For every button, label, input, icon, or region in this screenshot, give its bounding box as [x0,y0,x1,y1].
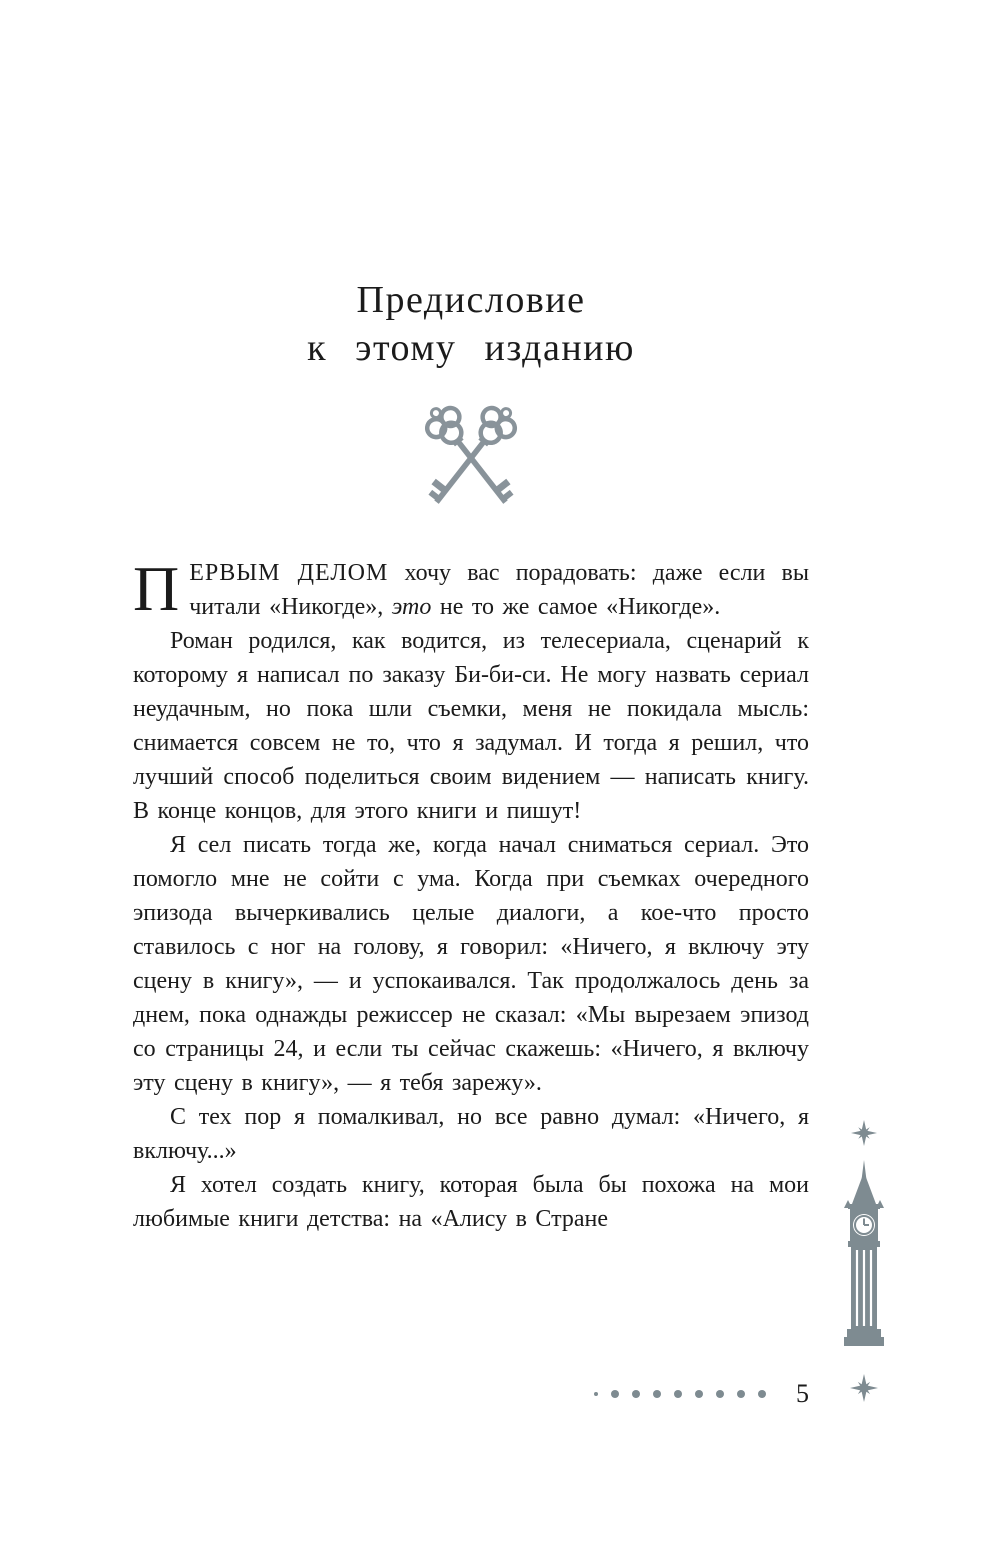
dot [611,1390,619,1398]
text-run: С тех пор я помалкивал, но все равно думал: «Ничего, я включу...» [133,1104,809,1164]
body-text [133,553,810,1236]
crossed-keys-icon [133,395,809,521]
dot [716,1390,724,1398]
margin-decoration [826,1118,902,1404]
dot [594,1392,598,1396]
big-ben-icon [833,1160,895,1356]
dot [737,1390,745,1398]
paragraph [133,553,810,624]
text-run: хочу вас порадовать: даже если вы читали «Никогде», [189,560,810,620]
page-number: 5 [796,1379,809,1408]
paragraph [133,1100,809,1168]
sparkle-star-icon [849,1118,879,1148]
drop-cap: П [133,553,180,624]
dots-divider [594,1390,766,1398]
chapter-title-line2: к этому изданию [307,327,635,369]
dot [695,1390,703,1398]
paragraph [133,624,809,828]
dot [632,1390,640,1398]
dot [674,1390,682,1398]
text-run: это [391,594,432,620]
chapter-title-line1: Предисловие [356,279,586,321]
text-run: Роман родился, как водится, из телесериала, сценарий к которому я написал по заказу Би-би-си. Не могу назвать сериал неудачным, но пока шли съемки, меня не покидала мысль: снимается совсем не то, что я задумал. И тогда я решил, что лучший способ поделиться своим видением — написать книгу. В конце концов, для этого книги и пишут! [133,628,809,824]
sparkle-star-icon [848,1372,880,1404]
dot [758,1390,766,1398]
chapter-title [133,276,809,372]
text-run: ЕРВЫМ ДЕЛОМ [189,560,389,586]
dot [653,1390,661,1398]
text-run: Я хотел создать книгу, которая была бы похожа на мои любимые книги детства: на «Алису в Стране [133,1172,809,1232]
paragraph [133,1168,809,1236]
text-run: Я сел писать тогда же, когда начал сниматься сериал. Это помогло мне не сойти с ума. Когда при съемках очередного эпизода вычеркивались целые диалоги, а кое-что просто ставилось с ног на голову, я говорил: «Ничего, я включу эту сцену в книгу», — и успокаивался. Так продолжалось день за днем, пока однажды режиссер не сказал: «Мы вырезаем эпизод со страницы 24, и если ты сейчас скажешь: «Ничего, я включу эту сцену в книгу», — я тебя зарежу». [133,832,809,1096]
page-footer [133,1378,809,1410]
text-run: не то же самое «Никогде». [431,594,721,620]
paragraph [133,828,809,1100]
